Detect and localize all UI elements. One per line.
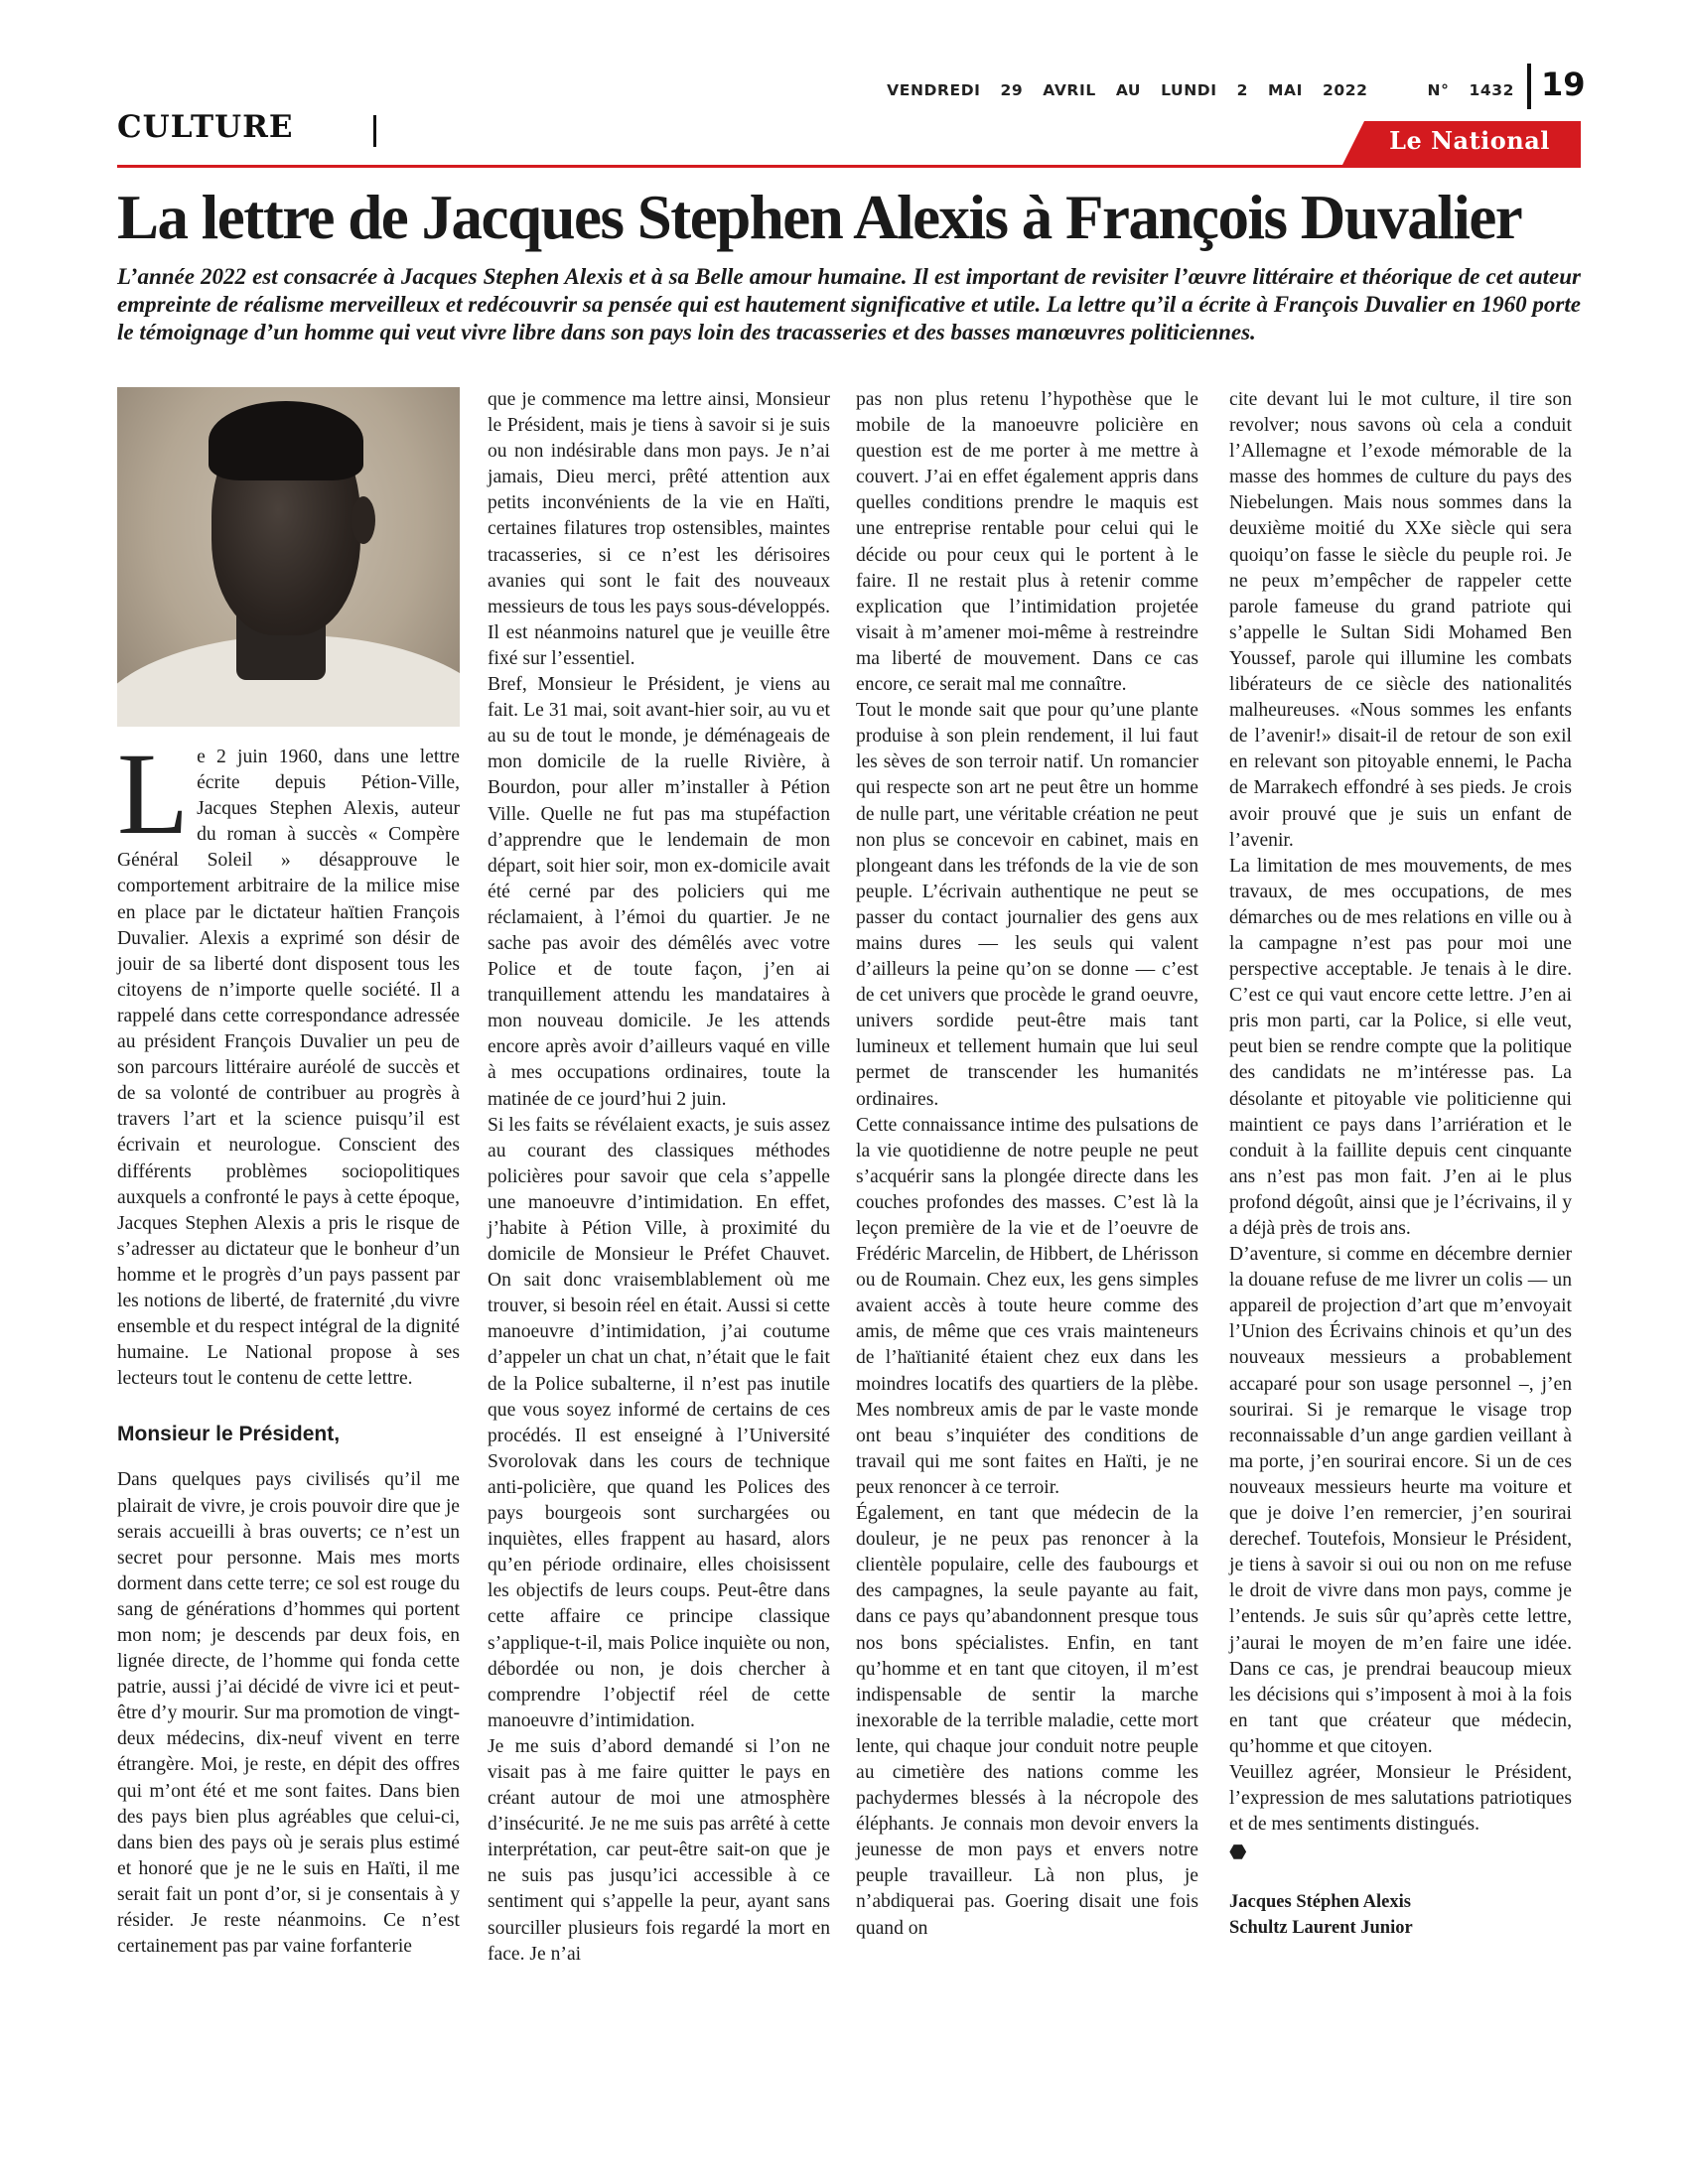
- brand-name: Le National: [1389, 126, 1550, 155]
- header-rule: [117, 165, 1581, 168]
- drop-cap: L: [117, 729, 190, 859]
- author-name: Jacques Stéphen Alexis: [1229, 1892, 1411, 1913]
- letter-paragraph: Cette connaissance intime des pulsations de la vie quotidienne de notre peuple ne peut s’acquérir sans la plongée directe dans les couches profondes des masses. C’est là la leçon première de la vie et de l’oeuvre de Frédéric Marcelin, de Hibbert, de Lhérisson ou de Roumain. Chez eux, les gens simples avaient accès à toute heure comme des amis, de même que ces vrais mainteneurs de l’haïtianité étaient chez eux dans les moindres locatifs des quartiers de la plèbe. Mes nombreux amis de par le vaste monde ont beau s’inquiéter des conditions de travail qui me sont faites en Haïti, je ne peux renoncer à ce terroir.: [856, 1114, 1198, 1498]
- signature-block: [1229, 1889, 1572, 1941]
- date-text: VENDREDI 29 AVRIL AU LUNDI 2 MAI 2022: [887, 81, 1368, 99]
- letter-paragraph: D’aventure, si comme en décembre dernier la douane refuse de me livrer un colis — un appareil de projection d’art que m’envoyait l’Union des Écrivains chinois et qu’un des nouveaux messieurs a probablement accaparé pour son usage personnel –, j’en sourirai. Si je remarque le visage trop reconnaissable d’un ange gardien veillant à ma porte, j’en sourirai encore. Si un de ces nouveaux messieurs heurte ma voiture et que je doive l’en remercier, j’en sourirai derechef. Toutefois, Monsieur le Président, je tiens à savoir si oui ou non on me refuse le droit de vivre dans mon pays, comme je l’entends. Je suis sûr qu’après cette lettre, j’aurai le moyen de m’en faire une idée. Dans ce cas, je prendrai beaucoup mieux les décisions qui s’imposent à moi à la fois en tant que créateur que médecin, qu’homme et que citoyen.: [1229, 1244, 1572, 1757]
- portrait-photo: [117, 387, 460, 727]
- header-divider: [1527, 64, 1531, 109]
- intro-text: e 2 juin 1960, dans une lettre écrite depuis Pétion-Ville, Jacques Stephen Alexis, auteur du roman à succès « Compère Général Soleil » désapprouve le comportement arbitraire de la milice mise en place par le dictateur haïtien François Duvalier. Alexis a exprimé son désir de jouir de sa liberté dont disposent tous les citoyens de n’importe quelle société. Il a rappelé dans cette correspondance adressée au président François Duvalier un peu de son parcours littéraire auréolé de succès et de sa volonté de contribuer au progrès à travers l’art et la science puisqu’il est écrivain et neurologue. Conscient des différents problèmes sociopolitiques auxquels a confronté le pays à cette époque, Jacques Stephen Alexis a pris le risque de s’adresser au dictateur que le bonheur d’un homme et le progrès d’un pays passent par les notions de liberté, de fraternité ,du vivre ensemble et du respect intégral de la dignité humaine. Le National propose à ses lecteurs tout le contenu de cette lettre.: [117, 747, 460, 1390]
- column-2: [488, 387, 830, 1968]
- letter-paragraph: Également, en tant que médecin de la douleur, je ne peux pas renoncer à la clientèle populaire, celle des faubourgs et des campagnes, la seule payante au fait, dans ce pays qu’abandonnent presque tous nos bons spécialistes. Enfin, en tant qu’homme et en tant que citoyen, il m’est indispensable de sentir la marche inexorable de la terrible maladie, cette mort lente, qui chaque jour conduit notre peuple au cimetière des nations comme les pachydermes blessés à la nécropole des éléphants. Je connais mon devoir envers la jeunesse de mon pays et envers notre peuple travailleur. Là non plus, je n’abdiquerai pas. Goering disait une fois quand on: [856, 1503, 1198, 1939]
- letter-paragraph: Si les faits se révélaient exacts, je suis assez au courant des classiques méthodes policières pour savoir que cela s’appelle une manoeuvre d’intimidation. En effet, j’habite à Pétion Ville, à proximité du domicile de Monsieur le Préfet Chauvet. On sait donc vraisemblablement où me trouver, si besoin réel en était. Aussi si cette manoeuvre d’intimidation, j’ai coutume d’appeler un chat un chat, n’était que le fait de la Police subalterne, il n’est pas inutile que vous soyez informé de certains de ces procédés. Il est enseigné à l’Université Svorolovak dans les cours de technique anti-policière, que quand les Polices des pays bourgeois sont surchargées ou inquiètes, elles frappent au hasard, alors qu’en période ordinaire, elles choisissent les objectifs de leurs coups. Peut-être dans cette affaire ce principe classique s’applique-t-il, mais Police inquiète ou non, débordée ou non, je dois chercher à comprendre l’objectif réel de cette manoeuvre d’intimidation.: [488, 1114, 830, 1731]
- column-3: [856, 387, 1198, 1942]
- letter-paragraph: pas non plus retenu l’hypothèse que le mobile de la manoeuvre policière en question est de me porter à me mettre à couvert. J’ai en effet également appris dans quelles conditions prendre le maquis est une entreprise rentable pour celui qui le décide ou pour ceux qui le portent à le faire. Il ne restait plus à retenir comme explication que l’intimidation projetée visait à m’amener moi-même à restreindre ma liberté de mouvement. Dans ce cas encore, ce serait mal me connaître.: [856, 389, 1198, 696]
- article-headline: La lettre de Jacques Stephen Alexis à François Duvalier: [117, 183, 1522, 252]
- letter-paragraph: La limitation de mes mouvements, de mes travaux, de mes occupations, de mes démarches ou de mes relations en ville ou à la campagne n’est pas pour moi une perspective acceptable. Je tenais à le dire. C’est ce qui vaut encore cette lettre. J’en ai pris mon parti, car la Police, si elle veut, peut bien se rendre compte que la politique des candidats ne m’intéresse pas. La désolante et pitoyable vie politicienne qui maintient ce pays dans l’arriération et le conduit à la faillite depuis cent cinquante ans n’est pas mon fait. J’en ai le plus profond dégoût, ainsi que je l’écrivains, il y a déjà près de trois ans.: [1229, 855, 1572, 1239]
- issue-number: N° 1432: [1427, 81, 1514, 99]
- letter-paragraph: Je me suis d’abord demandé si l’on ne visait pas à me faire quitter le pays en créant autour de moi une atmosphère d’insécurité. Je ne me suis pas arrêté à cette interprétation, car peut-être sait-on que je ne suis pas jusqu’ici accessible à ce sentiment qui s’appelle la peur, ayant sans sourciller plusieurs fois regardé la mort en face. Je n’ai: [488, 1735, 830, 1965]
- column-4: [1229, 387, 1572, 1941]
- column-1: [117, 387, 460, 1960]
- end-mark-icon: ⬣: [1229, 1842, 1247, 1864]
- letter-salutation: Monsieur le Président,: [117, 1423, 341, 1446]
- contributor-name: Schultz Laurent Junior: [1229, 1918, 1413, 1939]
- article-standfirst: L’année 2022 est consacrée à Jacques Stephen Alexis et à sa Belle amour humaine. Il est important de revisiter l’œuvre littéraire et théorique de cet auteur empreinte de réalisme merveilleux et redécouvrir sa pensée qui est hautement significative et utile. La lettre qu’il a écrite à François Duvalier en 1960 porte le témoignage d’un homme qui veut vivre libre dans son pays loin des tracasseries et des basses manœuvres politiciennes.: [117, 264, 1581, 344]
- letter-paragraph: cite devant lui le mot culture, il tire son revolver; nous savons où cela a conduit l’Allemagne et l’exode mémorable de la masse des hommes de culture du pays des Niebelungen. Mais nous sommes dans la deuxième moitié du XXe siècle qui sera quoiqu’on fasse le siècle du peuple roi. Je ne peux m’empêcher de rappeler cette parole fameuse du grand patriote qui s’appelle le Sultan Sidi Mohamed Ben Youssef, parole qui illumine les combats libérateurs de ce siècle des nationalités malheureuses. «Nous sommes les enfants de l’avenir!» disait-il de retour de son exil en relevant son pitoyable ennemi, le Pacha de Marrakech effondré à ses pieds. Je crois avoir prouvé que je suis un enfant de l’avenir.: [1229, 389, 1572, 851]
- letter-paragraph: Veuillez agréer, Monsieur le Président, l’expression de mes salutations patriotiques et de mes sentiments distingués.: [1229, 1761, 1572, 1836]
- section-divider: [373, 115, 376, 147]
- intro-paragraph: [117, 729, 460, 1392]
- letter-paragraph: Dans quelques pays civilisés qu’il me plairait de vivre, je crois pouvoir dire que je serais accueilli à bras ouverts; ce n’est un secret pour personne. Mais mes morts dorment dans cette terre; ce sol est rouge du sang de générations d’hommes qui portent mon nom; je descends par deux fois, en lignée directe, de l’homme qui fonda cette patrie, aussi j’ai décidé de vivre ici et peut-être d’y mourir. Sur ma promotion de vingt-deux médecins, dix-neuf vivent en terre étrangère. Moi, je reste, en dépit des offres qui m’ont été et me sont faites. Dans bien des pays bien plus agréables que celui-ci, dans bien des pays où je serais plus estimé et honoré que je ne le suis en Haïti, il me serait fait un pont d’or, si je consentais à y résider. Je reste néanmoins. Ce n’est certainement pas par vaine forfanterie: [117, 1469, 461, 1958]
- letter-paragraph: Tout le monde sait que pour qu’une plante produise à son plein rendement, il lui faut les sèves de son terroir natif. Un romancier qui respecte son art ne peut être un homme de nulle part, une véritable création ne peut non plus se concevoir en cabinet, mais en plongeant dans les tréfonds de la vie de son peuple. L’écrivain authentique ne peut se passer du contact journalier des gens aux mains dures — les seuls qui valent d’ailleurs la peine qu’on se donne — c’est de cet univers que procède le grand oeuvre, univers sordide peut-être mais tant lumineux et tellement humain que lui seul permet de transcender les humanités ordinaires.: [856, 700, 1198, 1110]
- issue-date: [874, 81, 1514, 99]
- page-number: 19: [1541, 66, 1586, 103]
- section-label: CULTURE: [117, 109, 294, 145]
- letter-paragraph: que je commence ma lettre ainsi, Monsieur le Président, mais je tiens à savoir si je suis ou non indésirable dans mon pays. Je n’ai jamais, Dieu merci, prêté attention aux petits inconvénients de la vie en Haïti, certaines filatures trop ostensibles, maintes tracasseries, si ce n’est les dérisoires avanies qui sont le fait des nouveaux messieurs de tous les pays sous-développés. Il est néanmoins naturel que je veuille être fixé sur l’essentiel.: [488, 389, 831, 669]
- letter-paragraph: Bref, Monsieur le Président, je viens au fait. Le 31 mai, soit avant-hier soir, au vu et au su de tout le monde, je déménageais de mon domicile de la ruelle Rivière, à Bourdon, pour aller m’installer à Pétion Ville. Quelle ne fut pas ma stupéfaction d’apprendre que le lendemain de mon départ, soit hier soir, mon ex-domicile avait été cerné par des policiers qui me réclamaient, à l’émoi du quartier. Je ne sache pas avoir des démêlés avec votre Police et de toute façon, j’en ai tranquillement attendu les mandataires à mon nouveau domicile. Je les attends encore après avoir d’ailleurs vaqué en ville à mes occupations ordinaires, toute la matinée de ce jourd’hui 2 juin.: [488, 674, 830, 1110]
